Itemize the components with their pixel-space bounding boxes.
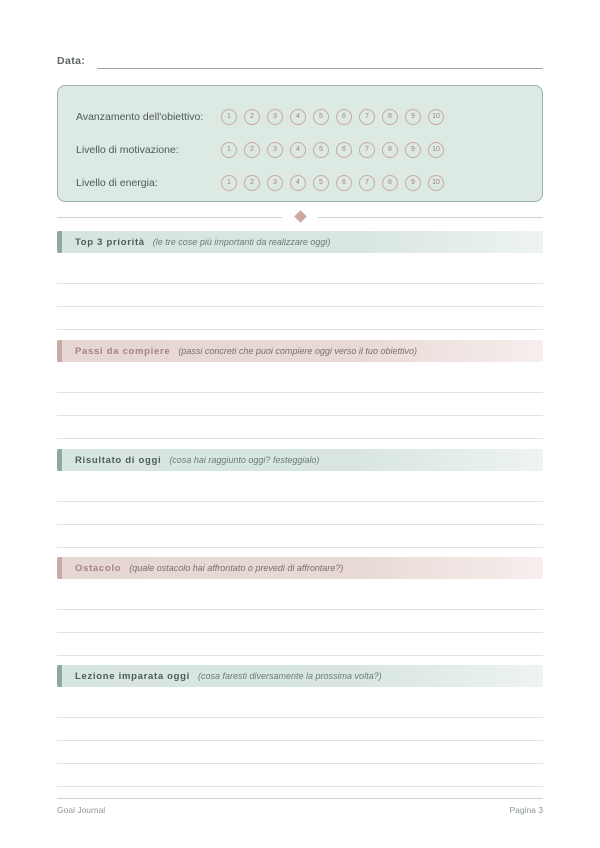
write-line[interactable] [57,393,543,416]
rating-option[interactable]: 8 [382,142,398,158]
section-header [57,340,543,362]
section-header [57,665,543,687]
rating-row [76,166,524,199]
rating-option[interactable]: 9 [405,175,421,191]
rating-option[interactable]: 2 [244,175,260,191]
rating-option[interactable]: 10 [428,142,444,158]
write-line[interactable] [57,370,543,393]
rating-scale [221,142,444,158]
rating-label: Livello di motivazione: [76,143,179,156]
rating-option[interactable]: 8 [382,109,398,125]
rating-option[interactable]: 9 [405,109,421,125]
rating-option[interactable]: 4 [290,175,306,191]
page-footer [57,798,543,815]
section-accent-bar [57,340,62,362]
write-line[interactable] [57,525,543,548]
write-line[interactable] [57,502,543,525]
section-accent-bar [57,665,62,687]
write-line[interactable] [57,416,543,439]
rating-option[interactable]: 10 [428,175,444,191]
rating-option[interactable]: 7 [359,109,375,125]
section-title: Ostacolo [75,562,122,574]
divider-line-right [318,217,543,218]
write-line[interactable] [57,633,543,656]
rating-label: Livello di energia: [76,176,158,189]
section-accent-bar [57,449,62,471]
footer-left-text: Goal Journal [57,805,106,815]
write-line[interactable] [57,307,543,330]
section-header [57,231,543,253]
rating-option[interactable]: 4 [290,109,306,125]
rating-option[interactable]: 1 [221,109,237,125]
write-line[interactable] [57,741,543,764]
rating-option[interactable]: 7 [359,175,375,191]
write-line[interactable] [57,718,543,741]
journal-section [57,665,543,787]
rating-option[interactable]: 2 [244,109,260,125]
section-title: Lezione imparata oggi [75,670,190,682]
rating-option[interactable]: 6 [336,109,352,125]
rating-option[interactable]: 1 [221,142,237,158]
section-write-lines [57,261,543,330]
divider-line-left [57,217,282,218]
section-hint: (le tre cose più importanti da realizzare oggi) [152,237,331,247]
section-write-lines [57,479,543,548]
rating-option[interactable]: 3 [267,109,283,125]
rating-option[interactable]: 8 [382,175,398,191]
section-hint: (passi concreti che puoi compiere oggi verso il tuo obiettivo) [178,346,417,356]
write-line[interactable] [57,261,543,284]
rating-label: Avanzamento dell'obiettivo: [76,110,204,123]
write-line[interactable] [57,764,543,787]
diamond-icon [294,210,307,223]
rating-option[interactable]: 6 [336,175,352,191]
rating-option[interactable]: 10 [428,109,444,125]
write-line[interactable] [57,587,543,610]
date-input-line[interactable] [97,57,543,69]
date-row [57,55,543,69]
footer-page-number: Pagina 3 [509,805,543,815]
rating-option[interactable]: 3 [267,175,283,191]
section-divider [57,212,543,222]
section-hint: (cosa hai raggiunto oggi? festeggialo) [169,455,320,465]
rating-option[interactable]: 5 [313,109,329,125]
write-line[interactable] [57,610,543,633]
journal-section [57,231,543,330]
write-line[interactable] [57,284,543,307]
section-accent-bar [57,557,62,579]
rating-scale [221,109,444,125]
section-header [57,557,543,579]
rating-scale [221,175,444,191]
section-write-lines [57,370,543,439]
section-title: Risultato di oggi [75,454,162,466]
section-hint: (cosa faresti diversamente la prossima volta?) [198,671,382,681]
rating-option[interactable]: 3 [267,142,283,158]
ratings-box [57,85,543,202]
rating-option[interactable]: 5 [313,175,329,191]
rating-option[interactable]: 5 [313,142,329,158]
journal-section [57,557,543,656]
section-title: Passi da compiere [75,345,171,357]
section-hint: (quale ostacolo hai affrontato o prevedi di affrontare?) [129,563,344,573]
section-header [57,449,543,471]
rating-option[interactable]: 1 [221,175,237,191]
rating-option[interactable]: 2 [244,142,260,158]
rating-option[interactable]: 7 [359,142,375,158]
section-write-lines [57,695,543,787]
rating-option[interactable]: 4 [290,142,306,158]
rating-row [76,100,524,133]
write-line[interactable] [57,479,543,502]
section-write-lines [57,587,543,656]
journal-section [57,340,543,439]
journal-section [57,449,543,548]
rating-option[interactable]: 9 [405,142,421,158]
section-title: Top 3 priorità [75,236,145,248]
rating-option[interactable]: 6 [336,142,352,158]
rating-row [76,133,524,166]
section-accent-bar [57,231,62,253]
date-label: Data: [57,55,86,67]
write-line[interactable] [57,695,543,718]
